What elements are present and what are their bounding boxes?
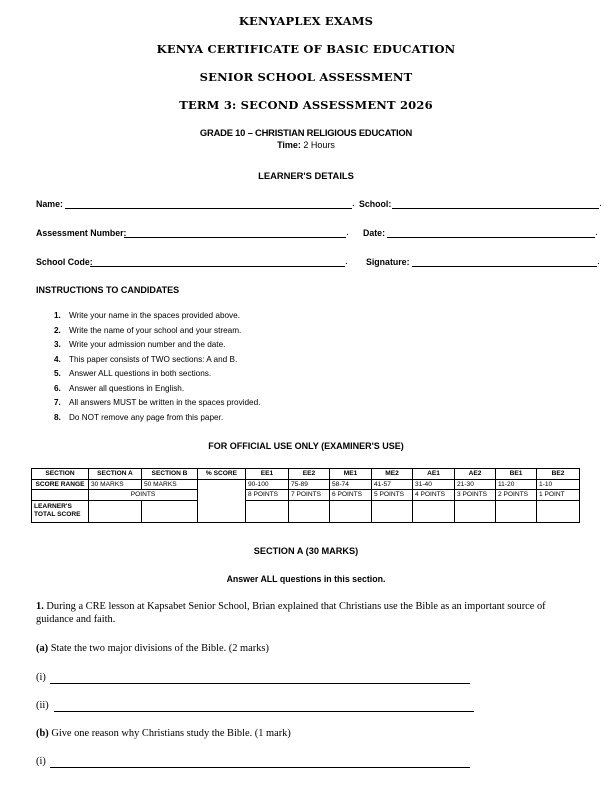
question-number: 1. [36,601,44,612]
learner-total-label: LEARNER'S TOTAL SCORE [32,500,89,522]
table-cell: 8 POINTS [246,490,289,501]
part-label: (b) [36,728,49,739]
table-header: BE1 [496,469,537,480]
instructions-title: INSTRUCTIONS TO CANDIDATES [36,285,180,295]
school-code-field[interactable] [90,266,345,267]
table-cell: 1 POINT [537,490,580,501]
answer-line-1a-i[interactable] [50,683,470,684]
exam-body-title: KENYAPLEX EXAMS [238,14,374,28]
table-header: SECTION B [142,469,198,480]
table-cell: 5 POINTS [372,490,413,501]
table-cell: 21-30 [455,479,496,490]
score-cell[interactable] [246,500,289,522]
official-use-title: FOR OFFICIAL USE ONLY (EXAMINER'S USE) [208,441,404,451]
term-title: TERM 3: SECOND ASSESSMENT 2026 [179,98,433,112]
table-row [32,490,580,501]
official-use-table [31,468,580,523]
table-cell: 4 POINTS [413,490,455,501]
time-value: 2 Hours [303,140,335,150]
table-cell: 2 POINTS [496,490,537,501]
part-text: State the two major divisions of the Bible. (2 marks) [50,643,269,654]
table-cell: 90-100 [246,479,289,490]
table-header: EE1 [246,469,289,480]
instruction-item [54,369,260,384]
item-text: Write the name of your school and your stream. [69,325,242,335]
score-cell[interactable] [289,500,330,522]
date-label: Date: [363,228,385,238]
time-allowed [0,140,612,150]
item-text: Answer ALL questions in both sections. [69,369,212,378]
table-cell: 58-74 [330,479,372,490]
table-header: AE2 [455,469,496,480]
instruction-item [54,355,260,370]
section-b-score-cell[interactable] [142,500,198,522]
table-cell: 31-40 [413,479,455,490]
name-label: Name: [36,199,63,209]
dot: . [597,257,600,267]
answer-line-1b-i[interactable] [50,767,470,768]
item-number: 1. [54,311,61,320]
learner-details-title: LEARNER'S DETAILS [258,170,354,181]
date-field[interactable] [387,237,595,238]
table-cell: 41-57 [372,479,413,490]
table-header: SECTION A [89,469,142,480]
table-cell: 7 POINTS [289,490,330,501]
question-1-stem [36,601,584,626]
item-number: 3. [54,340,61,349]
item-number: 2. [54,325,61,335]
question-text: During a CRE lesson at Kapsabet Senior School, Brian explained that Christians use the Bible as an important source of guidance and faith. [36,601,546,625]
section-a-title: SECTION A (30 MARKS) [253,546,359,556]
score-cell[interactable] [372,500,413,522]
answer-label: (ii) [36,700,49,711]
signature-field[interactable] [412,266,597,267]
item-text: Write your name in the spaces provided above. [69,311,240,320]
item-text: Write your admission number and the date. [69,340,226,349]
item-text: Do NOT remove any page from this paper. [69,412,224,422]
table-cell: 6 POINTS [330,490,372,501]
table-header: AE1 [413,469,455,480]
instruction-item [54,340,260,355]
dot: . [352,199,355,209]
table-cell: 11-20 [496,479,537,490]
signature-label: Signature: [366,257,410,267]
table-header: EE2 [289,469,330,480]
score-range-label: SCORE RANGE [32,479,89,490]
table-header: % SCORE [198,469,246,480]
certificate-title: KENYA CERTIFICATE OF BASIC EDUCATION [156,42,456,56]
school-label: School: [359,199,392,209]
item-number: 5. [54,369,61,378]
instruction-item [54,326,260,341]
item-text: Answer all questions in English. [69,383,185,393]
percent-score-cell[interactable] [198,479,246,522]
instruction-item [54,398,260,413]
table-header: ME1 [330,469,372,480]
dot: . [599,199,602,209]
score-cell[interactable] [496,500,537,522]
points-label: POINTS [89,490,198,501]
table-cell [32,490,89,501]
assessment-title: SENIOR SCHOOL ASSESSMENT [199,70,413,84]
item-number: 7. [54,398,61,407]
instructions-list [54,311,260,427]
answer-label: (i) [36,756,46,767]
table-row [32,479,580,490]
assessment-number-field[interactable] [124,237,346,238]
section-a-score-cell[interactable] [89,500,142,522]
answer-label: (i) [36,672,46,683]
table-row [32,500,580,522]
instruction-item [54,413,260,428]
score-cell[interactable] [413,500,455,522]
item-text: All answers MUST be written in the spaces provided. [69,398,261,407]
score-cell[interactable] [537,500,580,522]
question-1b [36,728,291,739]
subject-title: GRADE 10 – CHRISTIAN RELIGIOUS EDUCATION [199,127,413,138]
school-field[interactable] [392,208,599,209]
instruction-item [54,311,260,326]
assessment-number-label: Assessment Number: [36,228,127,238]
dot: . [595,228,598,238]
question-1a [36,643,269,654]
part-text: Give one reason why Christians study the Bible. (1 mark) [51,728,291,739]
table-cell: 1-10 [537,479,580,490]
dot: . [345,257,348,267]
school-code-label: School Code: [36,257,93,267]
table-cell: 3 POINTS [455,490,496,501]
item-number: 8. [54,412,61,422]
table-header: SECTION [32,469,89,480]
table-header: BE2 [537,469,580,480]
section-a-instruction: Answer ALL questions in this section. [226,574,386,584]
part-label: (a) [36,643,49,654]
dot: . [346,228,349,238]
name-field[interactable] [65,208,352,209]
table-cell: 50 MARKS [142,479,198,490]
item-number: 6. [54,383,61,393]
table-header-row [32,469,580,480]
table-cell: 75-89 [289,479,330,490]
score-cell[interactable] [330,500,372,522]
time-label: Time: [277,140,301,150]
table-header: ME2 [372,469,413,480]
table-cell: 30 MARKS [89,479,142,490]
score-cell[interactable] [455,500,496,522]
instruction-item [54,384,260,399]
answer-line-1a-ii[interactable] [54,711,474,712]
item-text: This paper consists of TWO sections: A and B. [69,354,238,364]
item-number: 4. [54,354,61,364]
